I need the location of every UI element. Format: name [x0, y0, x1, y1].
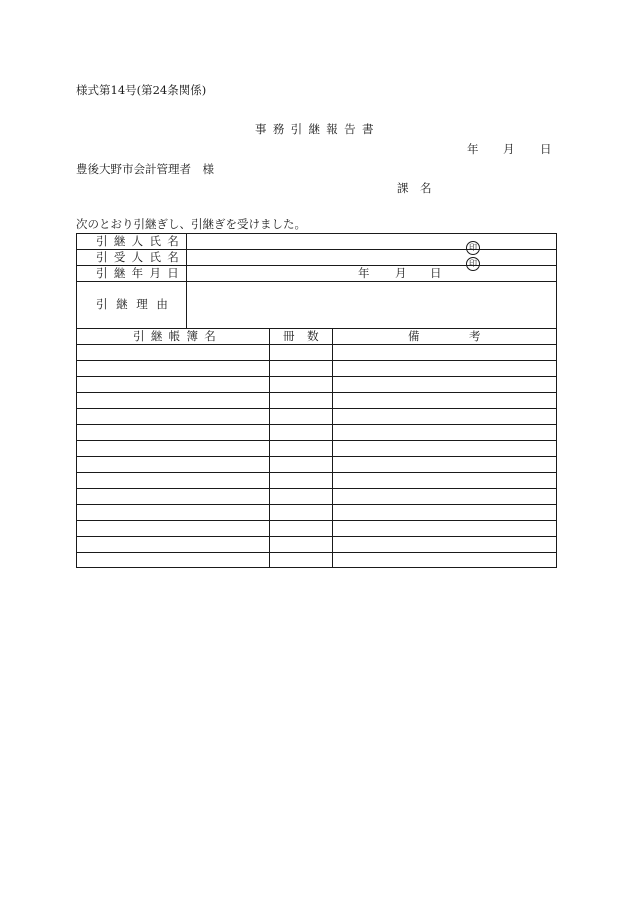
- intro-text: 次のとおり引継ぎし、引継ぎを受けました。: [76, 217, 306, 231]
- reason-label: 引継理由: [96, 297, 177, 311]
- handover-date-label: 引継年月日: [96, 266, 186, 280]
- handover-day: 日: [430, 266, 442, 280]
- ledger-remarks-header-b: 考: [469, 329, 481, 343]
- ledger-name-header: 引継帳簿名: [133, 329, 223, 343]
- date-day-label: 日: [540, 142, 552, 156]
- date-month-label: 月: [503, 142, 515, 156]
- addressee: 豊後大野市会計管理者 様: [76, 162, 214, 176]
- form-number: 様式第14号(第24条関係): [76, 83, 207, 97]
- handover-year: 年: [358, 266, 370, 280]
- date-year-label: 年: [467, 142, 479, 156]
- ledger-count-header: 冊数: [283, 329, 332, 343]
- section-label: 課 名: [397, 181, 432, 195]
- handover-month: 月: [395, 266, 407, 280]
- transferor-seal-icon: 印: [466, 235, 480, 255]
- transferee-seal-icon: 印: [466, 251, 480, 271]
- transferee-label: 引受人氏名: [96, 250, 186, 264]
- document-title: 事務引継報告書: [255, 122, 380, 136]
- ledger-remarks-header-a: 備: [408, 329, 420, 343]
- transferor-label: 引継人氏名: [96, 234, 186, 248]
